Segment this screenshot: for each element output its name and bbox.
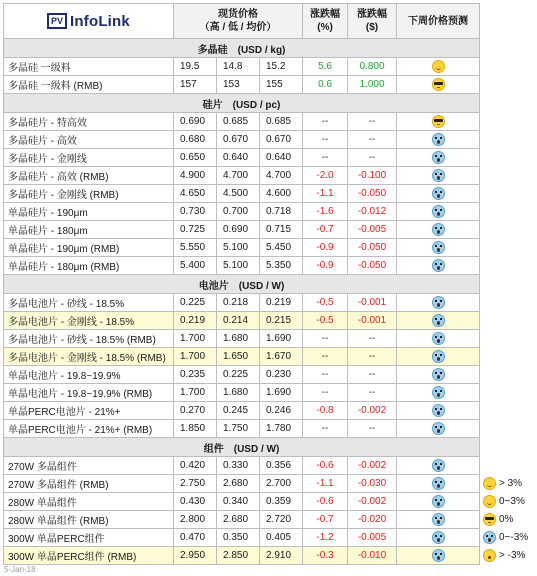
forecast-cell: [397, 475, 480, 493]
product-name: 单晶电池片 - 19.8~19.9% (RMB): [4, 384, 174, 402]
table-row: [4, 511, 480, 529]
table-row: [4, 366, 480, 384]
forecast-cell: [397, 384, 480, 402]
change-pct: -1.2: [303, 529, 348, 547]
price-avg: 15.2: [260, 58, 303, 76]
forecast-cell: [397, 58, 480, 76]
price-low: 0.214: [217, 312, 260, 330]
scream-face-icon: [483, 531, 496, 544]
scream-face-icon: [432, 259, 445, 272]
product-name: 300W 单晶PERC组件: [4, 529, 174, 547]
change-pct: --: [303, 384, 348, 402]
change-pct: -0.9: [303, 239, 348, 257]
change-usd: --: [348, 420, 397, 438]
price-low: 1.680: [217, 384, 260, 402]
price-avg: 1.690: [260, 330, 303, 348]
price-avg: 2.910: [260, 547, 303, 565]
product-name: 280W 单晶组件: [4, 493, 174, 511]
smile-face-icon: [432, 60, 445, 73]
scream-face-icon: [432, 513, 445, 526]
forecast-cell: [397, 330, 480, 348]
price-high: 4.900: [174, 167, 217, 185]
wow-face-icon: [483, 549, 496, 562]
change-pct: -0.8: [303, 402, 348, 420]
price-avg: 4.600: [260, 185, 303, 203]
scream-face-icon: [432, 223, 445, 236]
price-avg: 5.450: [260, 239, 303, 257]
table-row: [4, 402, 480, 420]
change-pct-title: 涨跌幅: [310, 9, 341, 20]
change-pct: -0.5: [303, 294, 348, 312]
section-title: 多晶硅 (USD / kg): [4, 39, 480, 58]
forecast-cell: [397, 366, 480, 384]
legend-item: [483, 547, 537, 564]
table-row: [4, 294, 480, 312]
brand-logo: [4, 4, 174, 39]
price-high: 0.420: [174, 457, 217, 475]
forecast-cell: [397, 167, 480, 185]
change-usd-title: 涨跌幅: [357, 9, 388, 20]
change-usd: -0.100: [348, 167, 397, 185]
report-date: 5-Jan-18: [4, 565, 36, 574]
forecast-header: 下周价格预测: [397, 4, 480, 39]
table-row: [4, 348, 480, 366]
price-high: 0.219: [174, 312, 217, 330]
header-row: [4, 4, 480, 39]
change-pct: -0.5: [303, 312, 348, 330]
forecast-cell: [397, 76, 480, 94]
table-row: [4, 420, 480, 438]
price-avg: 0.718: [260, 203, 303, 221]
change-pct: -0.7: [303, 511, 348, 529]
table-row: [4, 493, 480, 511]
change-pct: -0.9: [303, 257, 348, 275]
price-low: 1.680: [217, 330, 260, 348]
change-pct: -1.6: [303, 203, 348, 221]
price-low: 5.100: [217, 257, 260, 275]
scream-face-icon: [432, 133, 445, 146]
price-low: 0.218: [217, 294, 260, 312]
table-row: [4, 330, 480, 348]
price-avg: 0.230: [260, 366, 303, 384]
scream-face-icon: [432, 350, 445, 363]
change-usd: 0.800: [348, 58, 397, 76]
product-name: 多晶电池片 - 砂线 - 18.5%: [4, 294, 174, 312]
scream-face-icon: [432, 314, 445, 327]
change-pct: --: [303, 149, 348, 167]
price-avg: 0.359: [260, 493, 303, 511]
table-row: [4, 185, 480, 203]
price-avg: 2.720: [260, 511, 303, 529]
scream-face-icon: [432, 151, 445, 164]
change-usd: -0.012: [348, 203, 397, 221]
price-avg: 0.640: [260, 149, 303, 167]
product-name: 单晶PERC电池片 - 21%+: [4, 402, 174, 420]
brand-name: InfoLink: [70, 12, 130, 30]
forecast-cell: [397, 131, 480, 149]
forecast-cell: [397, 529, 480, 547]
change-usd: -0.002: [348, 493, 397, 511]
forecast-cell: [397, 257, 480, 275]
change-usd-unit: ($): [365, 22, 379, 33]
table-row: [4, 76, 480, 94]
change-usd: --: [348, 366, 397, 384]
section-title: 硅片 (USD / pc): [4, 94, 480, 113]
price-header-title: 现货价格: [218, 9, 258, 20]
price-avg: 5.350: [260, 257, 303, 275]
change-pct: -0.3: [303, 547, 348, 565]
change-pct: -1.1: [303, 475, 348, 493]
table-row: [4, 58, 480, 76]
price-low: 153: [217, 76, 260, 94]
price-high: 5.400: [174, 257, 217, 275]
change-pct: --: [303, 366, 348, 384]
price-avg: 2.700: [260, 475, 303, 493]
table-row: [4, 167, 480, 185]
product-name: 多晶硅片 - 高效: [4, 131, 174, 149]
price-low: 0.685: [217, 113, 260, 131]
scream-face-icon: [432, 169, 445, 182]
price-avg: 0.715: [260, 221, 303, 239]
scream-face-icon: [432, 368, 445, 381]
price-low: 1.650: [217, 348, 260, 366]
scream-face-icon: [432, 531, 445, 544]
price-low: 0.640: [217, 149, 260, 167]
change-usd: --: [348, 330, 397, 348]
scream-face-icon: [432, 404, 445, 417]
product-name: 单晶硅片 - 190μm: [4, 203, 174, 221]
price-high: 1.700: [174, 348, 217, 366]
forecast-cell: [397, 402, 480, 420]
price-high: 0.690: [174, 113, 217, 131]
price-low: 0.350: [217, 529, 260, 547]
price-high: 2.950: [174, 547, 217, 565]
forecast-cell: [397, 493, 480, 511]
product-name: 单晶PERC电池片 - 21%+ (RMB): [4, 420, 174, 438]
price-low: 0.700: [217, 203, 260, 221]
change-pct: --: [303, 131, 348, 149]
price-high: 0.270: [174, 402, 217, 420]
change-pct: -0.6: [303, 457, 348, 475]
forecast-cell: [397, 511, 480, 529]
price-avg: 1.670: [260, 348, 303, 366]
product-name: 单晶电池片 - 19.8~19.9%: [4, 366, 174, 384]
legend-label: 0~3%: [499, 495, 525, 507]
price-avg: 4.700: [260, 167, 303, 185]
table-row: [4, 239, 480, 257]
forecast-cell: [397, 420, 480, 438]
table-row: [4, 113, 480, 131]
product-name: 多晶硅片 - 金刚线: [4, 149, 174, 167]
scream-face-icon: [432, 205, 445, 218]
product-name: 单晶硅片 - 180μm: [4, 221, 174, 239]
table-row: [4, 529, 480, 547]
price-low: 1.750: [217, 420, 260, 438]
section-header-row: [4, 275, 480, 294]
scream-face-icon: [432, 187, 445, 200]
table-row: [4, 149, 480, 167]
forecast-cell: [397, 457, 480, 475]
product-name: 270W 多晶组件: [4, 457, 174, 475]
cool-face-icon: [483, 513, 496, 526]
table-row: [4, 547, 480, 565]
price-high: 0.725: [174, 221, 217, 239]
forecast-cell: [397, 221, 480, 239]
change-usd: -0.005: [348, 529, 397, 547]
legend-item: [483, 475, 537, 492]
forecast-cell: [397, 239, 480, 257]
product-name: 单晶硅片 - 180μm (RMB): [4, 257, 174, 275]
forecast-cell: [397, 185, 480, 203]
pv-logo-icon: PV: [47, 13, 67, 29]
price-low: 2.680: [217, 511, 260, 529]
product-name: 多晶电池片 - 砂线 - 18.5% (RMB): [4, 330, 174, 348]
scream-face-icon: [432, 495, 445, 508]
table-row: [4, 131, 480, 149]
price-low: 2.680: [217, 475, 260, 493]
change-usd: -0.050: [348, 185, 397, 203]
change-usd: -0.002: [348, 457, 397, 475]
price-high: 0.730: [174, 203, 217, 221]
forecast-cell: [397, 113, 480, 131]
forecast-cell: [397, 294, 480, 312]
price-low: 4.700: [217, 167, 260, 185]
legend-label: > 3%: [499, 477, 523, 489]
change-usd: --: [348, 149, 397, 167]
change-usd: -0.002: [348, 402, 397, 420]
forecast-cell: [397, 312, 480, 330]
price-low: 0.330: [217, 457, 260, 475]
price-avg: 1.690: [260, 384, 303, 402]
price-high: 0.225: [174, 294, 217, 312]
price-avg: 0.246: [260, 402, 303, 420]
change-pct: -1.1: [303, 185, 348, 203]
smile-face-icon: [483, 495, 496, 508]
price-low: 5.100: [217, 239, 260, 257]
section-header-row: [4, 94, 480, 113]
price-avg: 0.219: [260, 294, 303, 312]
product-name: 多晶硅片 - 金刚线 (RMB): [4, 185, 174, 203]
change-usd: -0.030: [348, 475, 397, 493]
change-usd: -0.001: [348, 294, 397, 312]
table-row: [4, 457, 480, 475]
table-row: [4, 312, 480, 330]
change-usd: --: [348, 113, 397, 131]
product-name: 280W 单晶组件 (RMB): [4, 511, 174, 529]
change-pct: --: [303, 113, 348, 131]
price-high: 0.470: [174, 529, 217, 547]
change-usd: -0.050: [348, 239, 397, 257]
change-usd-header: [348, 4, 397, 39]
change-usd: -0.001: [348, 312, 397, 330]
price-low: 4.500: [217, 185, 260, 203]
price-high: 1.700: [174, 384, 217, 402]
scream-face-icon: [432, 459, 445, 472]
price-low: 0.690: [217, 221, 260, 239]
legend-item: [483, 529, 537, 546]
product-name: 多晶硅 一级料: [4, 58, 174, 76]
scream-face-icon: [432, 422, 445, 435]
price-avg: 155: [260, 76, 303, 94]
legend-item: [483, 493, 537, 510]
price-avg: 0.405: [260, 529, 303, 547]
price-low: 0.245: [217, 402, 260, 420]
change-pct: 0.6: [303, 76, 348, 94]
table-row: [4, 203, 480, 221]
price-high: 0.680: [174, 131, 217, 149]
price-low: 0.340: [217, 493, 260, 511]
change-usd: -0.050: [348, 257, 397, 275]
change-usd: 1.000: [348, 76, 397, 94]
forecast-cell: [397, 348, 480, 366]
price-avg: 0.356: [260, 457, 303, 475]
change-usd: -0.020: [348, 511, 397, 529]
product-name: 多晶硅片 - 高效 (RMB): [4, 167, 174, 185]
change-pct: -0.6: [303, 493, 348, 511]
change-usd: --: [348, 131, 397, 149]
change-pct: --: [303, 420, 348, 438]
price-high: 1.850: [174, 420, 217, 438]
change-pct: --: [303, 330, 348, 348]
smile-face-icon: [483, 477, 496, 490]
price-high: 19.5: [174, 58, 217, 76]
scream-face-icon: [432, 296, 445, 309]
scream-face-icon: [432, 477, 445, 490]
price-high: 0.650: [174, 149, 217, 167]
section-header-row: [4, 438, 480, 457]
price-high: 4.650: [174, 185, 217, 203]
forecast-cell: [397, 203, 480, 221]
price-low: 0.670: [217, 131, 260, 149]
scream-face-icon: [432, 241, 445, 254]
price-avg: 0.685: [260, 113, 303, 131]
legend-item: [483, 511, 537, 528]
change-pct-header: [303, 4, 348, 39]
scream-face-icon: [432, 386, 445, 399]
change-pct: --: [303, 348, 348, 366]
cool-face-icon: [432, 115, 445, 128]
change-usd: --: [348, 384, 397, 402]
price-high: 0.235: [174, 366, 217, 384]
legend-label: 0%: [499, 513, 514, 525]
table-row: [4, 257, 480, 275]
product-name: 多晶电池片 - 金刚线 - 18.5% (RMB): [4, 348, 174, 366]
price-header: [174, 4, 303, 39]
product-name: 多晶硅 一级料 (RMB): [4, 76, 174, 94]
price-header-sub: （高 / 低 / 均价）: [199, 22, 277, 33]
change-usd: --: [348, 348, 397, 366]
legend-label: 0~-3%: [499, 531, 529, 543]
price-avg: 1.780: [260, 420, 303, 438]
product-name: 多晶电池片 - 金刚线 - 18.5%: [4, 312, 174, 330]
legend-label: > -3%: [499, 549, 526, 561]
table-row: [4, 221, 480, 239]
product-name: 单晶硅片 - 190μm (RMB): [4, 239, 174, 257]
change-pct-unit: (%): [317, 22, 333, 33]
table-row: [4, 384, 480, 402]
price-high: 5.550: [174, 239, 217, 257]
cool-face-icon: [432, 78, 445, 91]
price-high: 157: [174, 76, 217, 94]
price-low: 2.850: [217, 547, 260, 565]
scream-face-icon: [432, 549, 445, 562]
change-usd: -0.005: [348, 221, 397, 239]
change-pct: 5.6: [303, 58, 348, 76]
section-title: 组件 (USD / W): [4, 438, 480, 457]
price-high: 0.430: [174, 493, 217, 511]
price-avg: 0.670: [260, 131, 303, 149]
price-table: [3, 3, 480, 565]
forecast-cell: [397, 547, 480, 565]
section-header-row: [4, 39, 480, 58]
product-name: 300W 单晶PERC组件 (RMB): [4, 547, 174, 565]
price-high: 1.700: [174, 330, 217, 348]
product-name: 270W 多晶组件 (RMB): [4, 475, 174, 493]
price-low: 14.8: [217, 58, 260, 76]
scream-face-icon: [432, 332, 445, 345]
price-avg: 0.215: [260, 312, 303, 330]
product-name: 多晶硅片 - 特高效: [4, 113, 174, 131]
price-low: 0.225: [217, 366, 260, 384]
price-high: 2.800: [174, 511, 217, 529]
forecast-cell: [397, 149, 480, 167]
change-pct: -2.0: [303, 167, 348, 185]
change-pct: -0.7: [303, 221, 348, 239]
price-high: 2.750: [174, 475, 217, 493]
table-row: [4, 475, 480, 493]
section-title: 电池片 (USD / W): [4, 275, 480, 294]
change-usd: -0.010: [348, 547, 397, 565]
